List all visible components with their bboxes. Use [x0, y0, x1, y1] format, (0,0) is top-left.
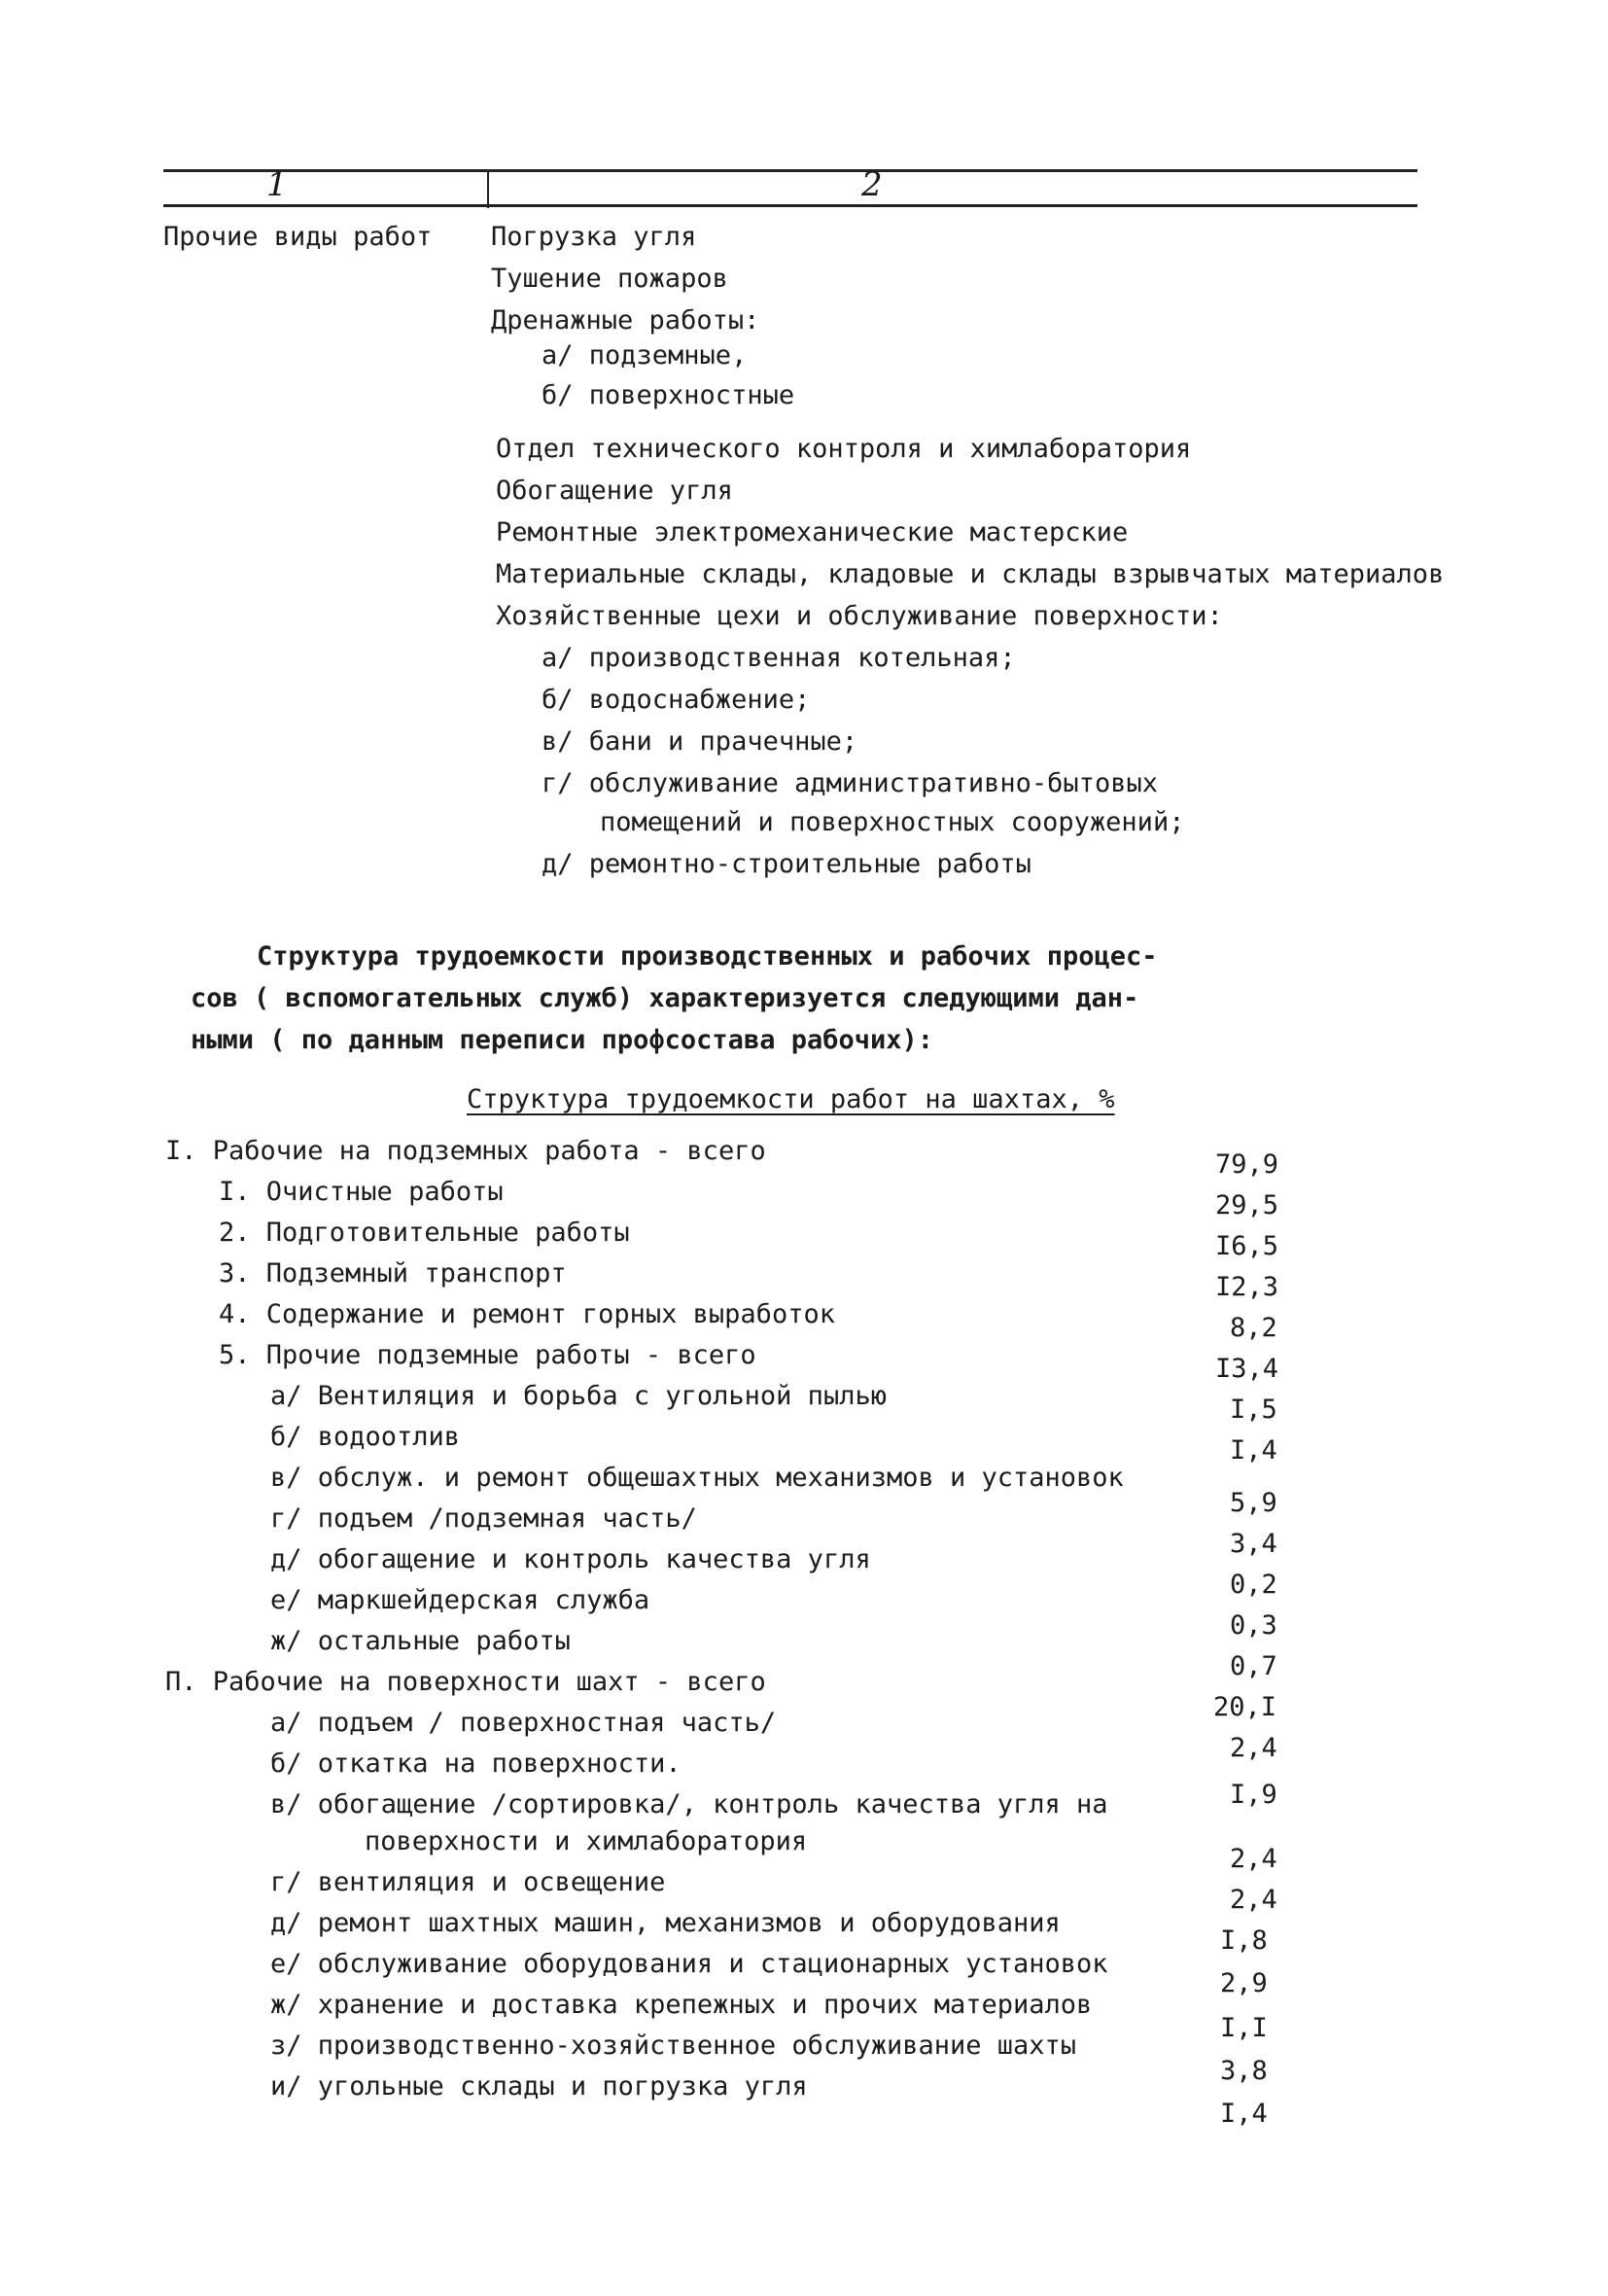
structure-row-label: а/ подъем / поверхностная часть/: [270, 1708, 777, 1738]
structure-row-label: д/ обогащение и контроль качества угля: [270, 1544, 871, 1574]
paragraph-line: ными ( по данным переписи профсостава рабочих):: [191, 1025, 934, 1055]
table-item: д/ ремонтно-строительные работы: [542, 849, 1031, 879]
table-header-rule: [163, 204, 1417, 207]
structure-row-label: в/ обогащение /сортировка/, контроль качества угля на: [270, 1789, 1108, 1819]
structure-row-value: I,9: [1230, 1780, 1277, 1810]
paragraph-line: сов ( вспомогательных служб) характеризуется следующими дан-: [191, 983, 1139, 1013]
structure-row-value: 2,9: [1220, 1968, 1268, 1998]
structure-row-label: д/ ремонт шахтных машин, механизмов и оборудования: [270, 1908, 1061, 1938]
structure-row-value: I3,4: [1215, 1354, 1279, 1384]
structure-row-label: г/ подъем /подземная часть/: [270, 1503, 697, 1534]
structure-row-value: 8,2: [1230, 1313, 1277, 1343]
structure-row-value: I,5: [1230, 1395, 1277, 1425]
structure-row-value: 3,8: [1220, 2056, 1268, 2086]
table-item: а/ производственная котельная;: [542, 643, 1016, 673]
structure-row-value: I2,3: [1215, 1272, 1279, 1302]
structure-row-label: П. Рабочие на поверхности шахт - всего: [165, 1667, 766, 1697]
table-item: Материальные склады, кладовые и склады взрывчатых материалов: [496, 559, 1445, 589]
table-item: Ремонтные электромеханические мастерские: [496, 517, 1129, 548]
structure-row-label: 3. Подземный транспорт: [219, 1258, 567, 1289]
structure-row-value: 20,I: [1213, 1692, 1277, 1722]
table-item: Обогащение угля: [496, 476, 733, 506]
structure-row-value: 0,7: [1230, 1651, 1277, 1681]
structure-row-label: з/ производственно-хозяйственное обслуживание шахты: [270, 2031, 1077, 2061]
structure-row-label: и/ угольные склады и погрузка угля: [270, 2071, 808, 2102]
table-col2-header: 2: [861, 165, 883, 204]
structure-row-label: I. Рабочие на подземных работа - всего: [165, 1136, 766, 1166]
table-item: помещений и поверхностных сооружений;: [600, 807, 1185, 837]
table-item: Тушение пожаров: [491, 264, 728, 294]
structure-row-value: 2,4: [1230, 1885, 1277, 1915]
table-item: Погрузка угля: [491, 222, 697, 252]
structure-row-label: г/ вентиляция и освещение: [270, 1867, 666, 1897]
table-top-rule: [163, 169, 1417, 172]
structure-row-label: 5. Прочие подземные работы - всего: [219, 1340, 756, 1370]
paragraph-line: Структура трудоемкости производственных и рабочих процес-: [257, 941, 1158, 971]
table-item: Отдел технического контроля и химлаборатория: [496, 434, 1192, 464]
structure-row-value: I,8: [1220, 1925, 1268, 1956]
structure-row-value: I,4: [1220, 2099, 1268, 2129]
table-category: Прочие виды работ: [163, 222, 433, 252]
table-col1-header: 1: [266, 165, 288, 204]
table-item: Дренажные работы:: [491, 305, 760, 336]
table-item: б/ поверхностные: [542, 380, 795, 410]
table-item: б/ водоснабжение;: [542, 685, 811, 715]
structure-row-label: б/ откатка на поверхности.: [270, 1748, 682, 1779]
structure-row-label: ж/ остальные работы: [270, 1626, 571, 1656]
table-item: Хозяйственные цехи и обслуживание поверхности:: [496, 601, 1223, 631]
structure-row-label: поверхности и химлаборатория: [365, 1826, 808, 1856]
structure-row-value: 2,4: [1230, 1733, 1277, 1763]
structure-row-label: I. Очистные работы: [219, 1177, 504, 1207]
structure-row-label: а/ Вентиляция и борьба с угольной пылью: [270, 1381, 887, 1411]
structure-row-label: 2. Подготовительные работы: [219, 1218, 630, 1248]
structure-row-label: 4. Содержание и ремонт горных выработок: [219, 1299, 835, 1329]
structure-row-value: 5,9: [1230, 1488, 1277, 1518]
structure-row-value: I,4: [1230, 1435, 1277, 1466]
structure-title: Структура трудоемкости работ на шахтах, %: [467, 1084, 1115, 1114]
structure-row-label: ж/ хранение и доставка крепежных и прочих материалов: [270, 1990, 1093, 2020]
structure-row-label: е/ обслуживание оборудования и стационарных установок: [270, 1949, 1108, 1979]
structure-row-value: 0,2: [1230, 1570, 1277, 1600]
structure-row-value: I,I: [1220, 2013, 1268, 2043]
structure-row-value: 29,5: [1215, 1190, 1279, 1220]
table-column-divider: [487, 169, 489, 208]
table-item: в/ бани и прачечные;: [542, 726, 858, 757]
structure-row-label: е/ маркшейдерская служба: [270, 1585, 650, 1615]
structure-row-label: в/ обслуж. и ремонт общешахтных механизмов и установок: [270, 1463, 1124, 1493]
structure-row-value: I6,5: [1215, 1231, 1279, 1261]
structure-row-value: 3,4: [1230, 1529, 1277, 1559]
structure-row-label: б/ водоотлив: [270, 1422, 461, 1452]
table-item: г/ обслуживание административно-бытовых: [542, 768, 1158, 798]
structure-row-value: 2,4: [1230, 1844, 1277, 1874]
structure-row-value: 79,9: [1215, 1149, 1279, 1180]
table-item: а/ подземные,: [542, 340, 748, 371]
structure-row-value: 0,3: [1230, 1610, 1277, 1641]
